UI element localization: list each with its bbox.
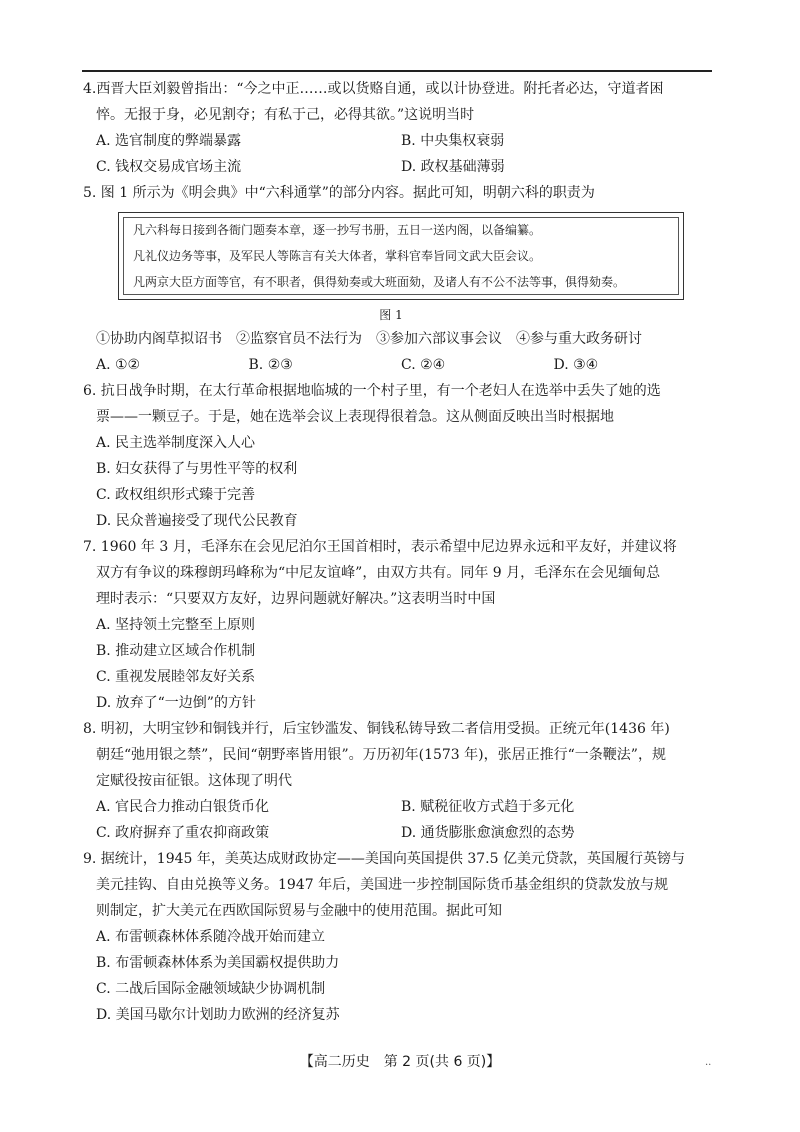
- question-7: [83, 534, 706, 716]
- question-6-option-c: C. 政权组织形式臻于完善: [96, 487, 256, 503]
- question-7-option-a: A. 坚持领土完整至上原则: [96, 617, 256, 633]
- question-6-stem-line-2: 票——一颗豆子。于是，她在选举会议上表现得很着急。这从侧面反映出当时根据地: [96, 409, 614, 425]
- question-5-option-b: B. ②③: [248, 357, 293, 373]
- figure-1-box: [118, 212, 684, 300]
- question-8-option-d: D. 通货膨胀愈演愈烈的态势: [401, 825, 575, 841]
- question-5-option-c: C. ②④: [401, 357, 446, 373]
- question-8-option-b: B. 赋税征收方式趋于多元化: [401, 799, 575, 815]
- question-4-stem-line-1: 4.西晋大臣刘毅曾指出：“今之中正……或以货赂自通，或以计协登进。附托者必达，守道者困: [83, 81, 664, 97]
- figure-1-line-2: 凡礼仪边务等事，及军民人等陈言有关大体者，掌科官奉旨同文武大臣会议。: [133, 249, 542, 263]
- question-9-option-d: D. 美国马歇尔计划助力欧洲的经济复苏: [96, 1007, 340, 1023]
- question-5-option-d: D. ③④: [553, 357, 599, 373]
- question-6-option-a: A. 民主选举制度深入人心: [96, 435, 256, 451]
- question-9-option-a: A. 布雷顿森林体系随冷战开始而建立: [96, 929, 326, 945]
- question-4: [83, 76, 706, 180]
- question-7-stem-line-1: 7. 1960 年 3 月，毛泽东在会见尼泊尔王国首相时，表示希望中尼边界永远和平友好，并建议将: [83, 539, 677, 555]
- question-9-stem-line-3: 则制定，扩大美元在西欧国际贸易与金融中的使用范围。据此可知: [96, 903, 502, 919]
- question-7-stem-line-3: 理时表示：“只要双方友好，边界问题就好解决。”这表明当时中国: [96, 591, 496, 607]
- question-9-option-b: B. 布雷顿森林体系为美国霸权提供助力: [96, 955, 340, 971]
- question-5-stem-line-1: 5. 图 1 所示为《明会典》中“六科通掌”的部分内容。据此可知，明朝六科的职责为: [83, 185, 595, 201]
- corner-mark: ..: [705, 1057, 712, 1068]
- question-4-option-b: B. 中央集权衰弱: [401, 133, 505, 149]
- question-8-options-row-1: [96, 794, 706, 820]
- question-list: [83, 76, 706, 1028]
- question-9: [83, 846, 706, 1028]
- question-5: [83, 180, 706, 378]
- question-8-option-c: C. 政府摒弃了重农抑商政策: [96, 825, 270, 841]
- question-7-option-d: D. 放弃了“一边倒”的方针: [96, 695, 256, 711]
- question-8: [83, 716, 706, 846]
- page-footer: 【高二历史 第 2 页(共 6 页)】: [299, 1054, 501, 1070]
- question-8-stem-line-2: 朝廷“弛用银之禁”，民间“朝野率皆用银”。万历初年(1573 年)，张居正推行“一条鞭法”，规: [96, 747, 666, 763]
- question-8-stem-line-3: 定赋役按亩征银。这体现了明代: [96, 773, 292, 789]
- question-7-option-b: B. 推动建立区域合作机制: [96, 643, 256, 659]
- question-8-options-row-2: [96, 820, 706, 846]
- question-8-stem-line-1: 8. 明初，大明宝钞和铜钱并行，后宝钞滥发、铜钱私铸导致二者信用受损。正统元年(1436 年): [83, 721, 670, 737]
- question-9-option-c: C. 二战后国际金融领域缺少协调机制: [96, 981, 326, 997]
- question-5-items: ①协助内阁草拟诏书 ②监察官员不法行为 ③参加六部议事会议 ④参与重大政务研讨: [96, 331, 642, 347]
- question-5-option-a: A. ①②: [96, 357, 141, 373]
- question-4-option-c: C. 钱权交易成官场主流: [96, 159, 242, 175]
- question-4-options-row-1: [96, 128, 706, 154]
- figure-1-line-1: 凡六科每日接到各衙门题奏本章，逐一抄写书册，五日一送内阁，以备编纂。: [133, 223, 542, 237]
- question-8-option-a: A. 官民合力推动白银货币化: [96, 799, 270, 815]
- question-9-stem-line-1: 9. 据统计，1945 年，美英达成财政协定——美国向英国提供 37.5 亿美元贷款，英国履行英镑与: [83, 851, 685, 867]
- question-9-stem-line-2: 美元挂钩、自由兑换等义务。1947 年后，美国进一步控制国际货币基金组织的贷款发放与规: [96, 877, 669, 893]
- question-5-options: [96, 352, 706, 378]
- figure-1-caption: 图 1: [379, 308, 403, 322]
- question-6-stem-line-1: 6. 抗日战争时期，在太行革命根据地临城的一个村子里，有一个老妇人在选举中丢失了她的选: [83, 383, 661, 399]
- figure-1-line-3: 凡两京大臣方面等官，有不职者，俱得劾奏或大班面劾，及诸人有不公不法等事，俱得劾奏。: [133, 275, 626, 289]
- question-6-option-d: D. 民众普遍接受了现代公民教育: [96, 513, 298, 529]
- question-6-option-b: B. 妇女获得了与男性平等的权利: [96, 461, 298, 477]
- question-4-option-d: D. 政权基础薄弱: [401, 159, 505, 175]
- question-7-option-c: C. 重视发展睦邻友好关系: [96, 669, 256, 685]
- question-4-option-a: A. 选官制度的弊端暴露: [96, 133, 242, 149]
- question-7-stem-line-2: 双方有争议的珠穆朗玛峰称为“中尼友谊峰”，由双方共有。同年 9 月，毛泽东在会见缅甸总: [96, 565, 661, 581]
- top-rule: [82, 70, 712, 72]
- question-4-stem-line-2: 悴。无报于身，必见割夺；有私于己，必得其欲。”这说明当时: [96, 107, 475, 123]
- question-6: [83, 378, 706, 534]
- question-4-options-row-2: [96, 154, 706, 180]
